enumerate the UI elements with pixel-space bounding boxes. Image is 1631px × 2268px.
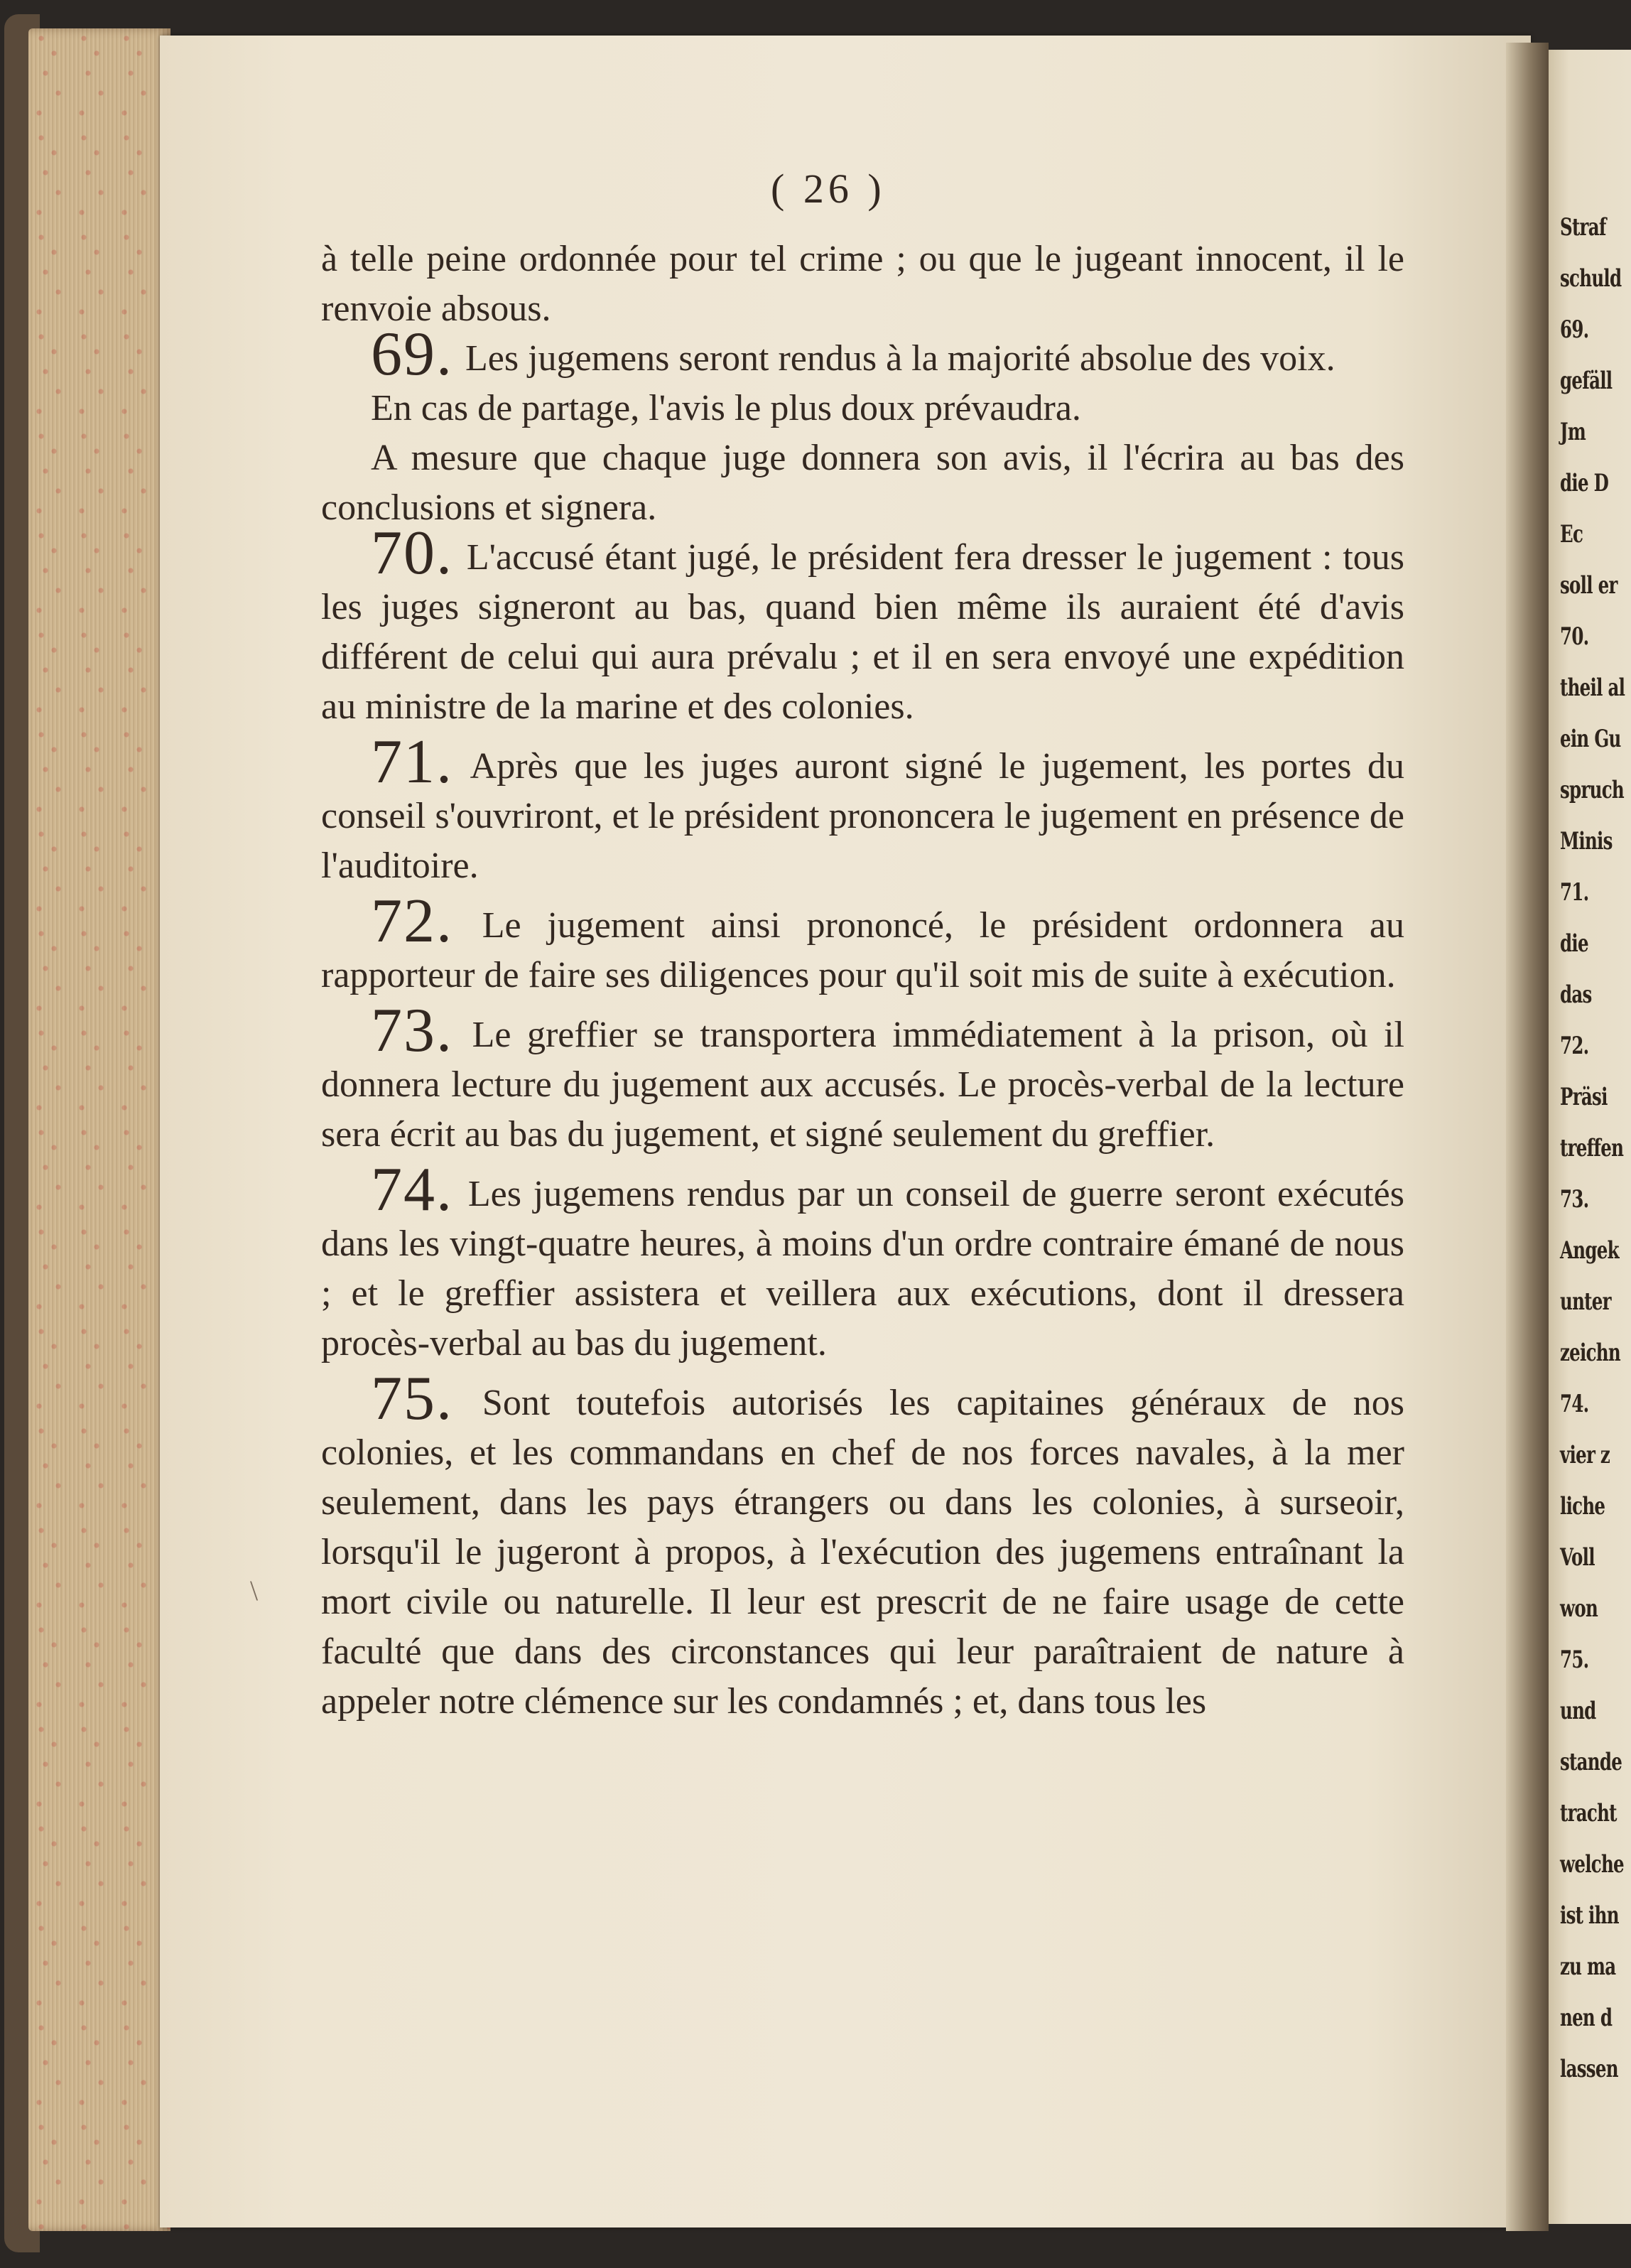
facing-page-fragment: 73.: [1560, 1185, 1589, 1214]
page-number: ( 26 ): [771, 166, 886, 212]
paragraph-text: à telle peine ordonnée pour tel crime ; ou que le jugeant innocent, il le renvoie absous.: [321, 239, 1404, 329]
facing-page-fragment: nen d: [1560, 2004, 1613, 2032]
paragraph-continued: [321, 234, 1404, 334]
facing-page-fragment: Ec: [1560, 520, 1583, 549]
facing-page-fragment: zu ma: [1560, 1953, 1616, 1981]
facing-page-fragment: ein Gu: [1560, 725, 1621, 753]
article-69: [321, 320, 1404, 389]
paragraph-text: Le jugement ainsi prononcé, le président ordonnera au rapporteur de faire ses diligences pour qu'il soit mis de suite à exécution.: [321, 905, 1404, 995]
page-block-edge: [28, 28, 170, 2231]
gutter: [1506, 43, 1549, 2231]
article-number: 71.: [371, 728, 453, 796]
facing-page-fragment: Jm: [1560, 418, 1586, 446]
facing-page-fragment: welche: [1560, 1850, 1624, 1879]
facing-page-fragment: 74.: [1560, 1390, 1589, 1418]
facing-page-fragment: Voll: [1560, 1543, 1595, 1572]
facing-page-fragment: die D: [1560, 469, 1609, 497]
facing-page-fragment: spruch: [1560, 776, 1624, 804]
paragraph-text: Le greffier se transportera immédiatement à la prison, où il donnera lecture du jugement aux accusés. Le procès-verbal de la lecture sera écrit au bas du jugement, et signé seulement du greffier.: [321, 1015, 1404, 1155]
article-71: [321, 728, 1404, 891]
page-body: [321, 234, 1404, 1727]
facing-page-fragment: das: [1560, 981, 1592, 1009]
facing-page-fragment: zeichn: [1560, 1339, 1620, 1367]
facing-page-fragment: theil al: [1560, 674, 1625, 702]
facing-page-fragment: 69.: [1560, 315, 1589, 344]
facing-page-fragment: stande: [1560, 1748, 1622, 1776]
article-number: 73.: [371, 996, 453, 1065]
facing-page-fragment: tracht: [1560, 1799, 1617, 1827]
facing-page-fragment: Angek: [1560, 1236, 1619, 1265]
facing-page-fragment: gefäll: [1560, 367, 1613, 395]
article-73: [321, 996, 1404, 1160]
paragraph-text: Les jugemens seront rendus à la majorité absolue des voix.: [465, 338, 1335, 379]
paragraph-text: Les jugemens rendus par un conseil de guerre seront exécutés dans les vingt-quatre heures, à moins d'un ordre contraire émané de nous ; et le greffier assistera et veillera aux exécutions, dont il dressera procès-verbal au bas du jugement.: [321, 1174, 1405, 1364]
article-70: [321, 519, 1405, 732]
facing-page-fragment: won: [1560, 1594, 1598, 1623]
paragraph-text: L'accusé étant jugé, le président fera dresser le jugement : tous les juges signeront au bas, quand bien même ils auraient été d'avis différent de celui qui aura prévalu ; et il en sera envoyé une expédition au ministre de la marine et des colonies.: [321, 537, 1405, 727]
facing-page-fragment: Präsi: [1560, 1083, 1608, 1111]
facing-page-fragment: 72.: [1560, 1032, 1589, 1060]
paragraph-avis: [321, 433, 1404, 533]
article-number: 69.: [371, 320, 453, 389]
margin-mark: \: [250, 1575, 259, 1606]
article-74: [321, 1155, 1405, 1368]
article-number: 75.: [371, 1364, 453, 1433]
facing-page-fragment: lassen: [1560, 2055, 1618, 2083]
paragraph-text: A mesure que chaque juge donnera son avis, il l'écrira au bas des conclusions et signera.: [321, 438, 1404, 528]
article-number: 74.: [371, 1155, 453, 1224]
facing-page-fragment: soll er: [1560, 571, 1618, 600]
paragraph-text: Sont toutefois autorisés les capitaines généraux de nos colonies, et les commandans en chef de nos forces navales, à la mer seulement, dans les pays étrangers ou dans les colonies, à surseoir, lorsqu'il le jugeront à propos, à l'exécution des jugemens entraînant la mort civile ou naturelle. Il leur est prescrit de ne faire usage de cette faculté que dans des circonstances qui leur paraîtraient de nature à appeler notre clémence sur les condamnés ; et, dans tous les: [321, 1383, 1404, 1722]
facing-page-fragment: schuld: [1560, 264, 1622, 293]
facing-page-fragment: Minis: [1560, 827, 1613, 855]
facing-page-fragment: unter: [1560, 1287, 1611, 1316]
facing-page-fragment: 71.: [1560, 878, 1589, 907]
article-75: [321, 1364, 1404, 1727]
facing-page-fragment: die: [1560, 929, 1588, 958]
article-number: 70.: [371, 519, 453, 588]
facing-page-fragment: und: [1560, 1697, 1596, 1725]
article-number: 72.: [371, 887, 453, 956]
paragraph-partage: [321, 384, 1404, 433]
facing-page-fragment: treffen: [1560, 1134, 1624, 1162]
facing-page-fragment: 75.: [1560, 1646, 1589, 1674]
paragraph-text: Après que les juges auront signé le jugement, les portes du conseil s'ouvriront, et le président prononcera le jugement en présence de l'auditoire.: [321, 746, 1404, 886]
facing-page-fragment: Straf: [1560, 213, 1606, 242]
paragraph-text: En cas de partage, l'avis le plus doux prévaudra.: [371, 388, 1081, 428]
facing-page-fragment: 70.: [1560, 622, 1589, 651]
article-72: [321, 887, 1404, 1000]
facing-page-fragment: liche: [1560, 1492, 1605, 1521]
facing-page-fragment: vier z: [1560, 1441, 1610, 1469]
facing-page-fragment: ist ihn: [1560, 1901, 1619, 1930]
